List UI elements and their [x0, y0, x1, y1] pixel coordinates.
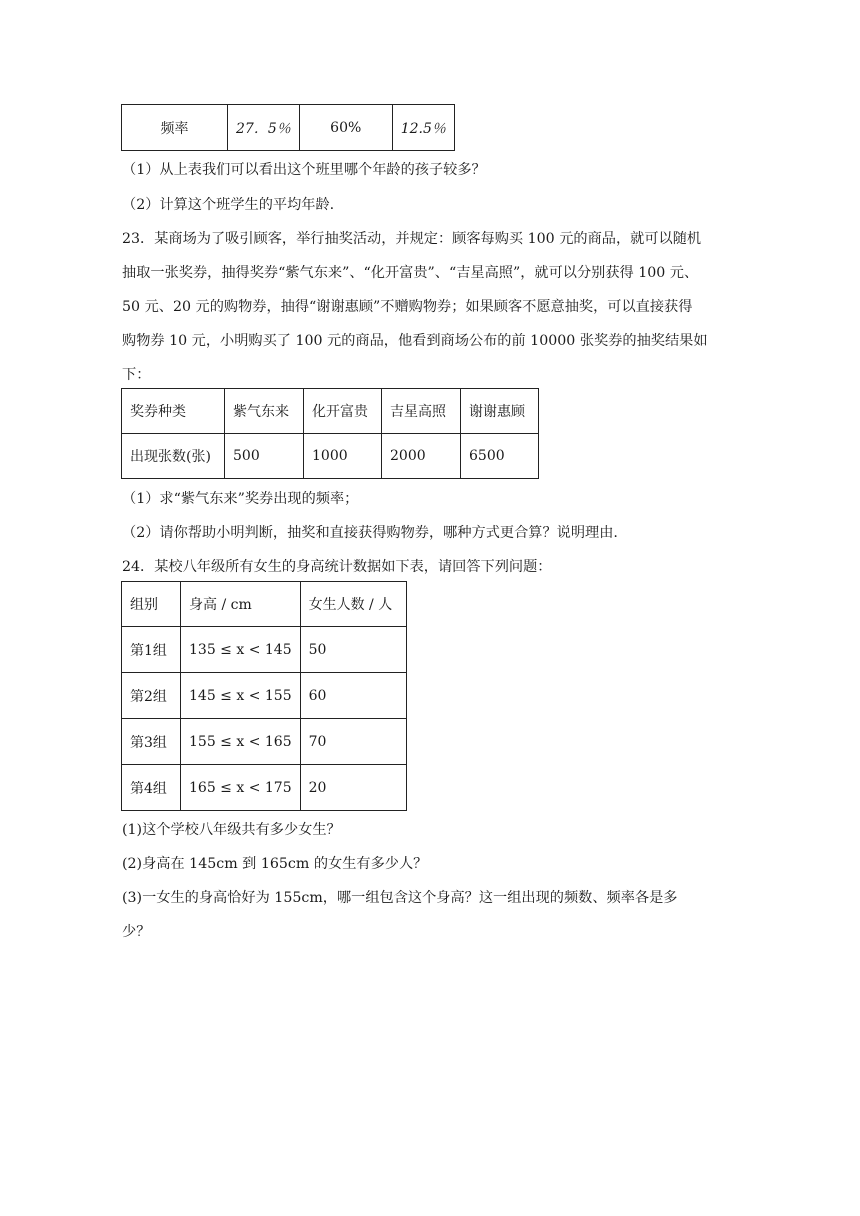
table-cell: 20	[300, 765, 406, 811]
q23-line-1: 23．某商场为了吸引顾客，举行抽奖活动，并规定：顾客每购买 100 元的商品，就可以随机	[122, 231, 702, 247]
table-cell: 第1组	[122, 627, 181, 673]
q24-part3-cont: 少？	[122, 924, 151, 940]
table-cell: 50	[300, 627, 406, 673]
table-cell: 第3组	[122, 719, 181, 765]
table-row	[122, 673, 407, 719]
table-cell: 2000	[382, 434, 461, 479]
q23-line-5: 下：	[122, 367, 151, 383]
q22-part2: （2）计算这个班学生的平均年龄.	[122, 197, 335, 213]
table-cell: 145 ≤ x < 155	[181, 673, 301, 719]
table-cell: 第2组	[122, 673, 181, 719]
table-cell: 60	[300, 673, 406, 719]
q23-line-3: 50 元、20 元的购物券，抽得“谢谢惠顾”不赠购物券；如果顾客不愿意抽奖，可以直接获得	[122, 299, 693, 315]
q24-part3: (3)一女生的身高恰好为 155cm，哪一组包含这个身高？这一组出现的频数、频率各是多	[122, 890, 678, 906]
table-cell: 第4组	[122, 765, 181, 811]
table-cell: 组别	[122, 582, 181, 627]
table-row	[122, 719, 407, 765]
table-cell: 6500	[461, 434, 539, 479]
height-table	[121, 581, 407, 811]
table-row	[122, 627, 407, 673]
table-cell: 500	[225, 434, 304, 479]
table-cell: 27．5％	[228, 105, 300, 151]
table-row	[122, 765, 407, 811]
table-cell: 谢谢惠顾	[461, 389, 539, 434]
table-row	[122, 105, 455, 151]
q24-part2: (2)身高在 145cm 到 165cm 的女生有多少人？	[122, 856, 428, 872]
q23-part2: （2）请你帮助小明判断，抽奖和直接获得购物券，哪种方式更合算？说明理由.	[122, 525, 618, 541]
coupon-table	[121, 388, 539, 479]
table-cell: 出现张数(张)	[122, 434, 225, 479]
table-row	[122, 434, 539, 479]
table-row	[122, 389, 539, 434]
table-cell: 女生人数 / 人	[300, 582, 406, 627]
table-cell: 60%	[299, 105, 392, 151]
table-cell: 12.5％	[392, 105, 454, 151]
q24-intro: 24．某校八年级所有女生的身高统计数据如下表，请回答下列问题：	[122, 559, 552, 575]
q23-line-4: 购物券 10 元，小明购买了 100 元的商品，他看到商场公布的前 10000 张奖券的抽奖结果如	[122, 333, 708, 349]
q24-part1: (1)这个学校八年级共有多少女生？	[122, 822, 341, 838]
q23-part1: （1）求“紫气东来”奖券出现的频率；	[122, 491, 359, 507]
frequency-table	[121, 104, 455, 151]
table-cell: 吉星高照	[382, 389, 461, 434]
table-cell: 165 ≤ x < 175	[181, 765, 301, 811]
table-cell: 70	[300, 719, 406, 765]
table-cell: 135 ≤ x < 145	[181, 627, 301, 673]
table-cell: 化开富贵	[304, 389, 382, 434]
table-cell: 紫气东来	[225, 389, 304, 434]
table-row	[122, 582, 407, 627]
table-cell: 频率	[122, 105, 228, 151]
table-cell: 1000	[304, 434, 382, 479]
table-cell: 155 ≤ x < 165	[181, 719, 301, 765]
q23-line-2: 抽取一张奖券，抽得奖券“紫气东来”、“化开富贵”、“吉星高照”，就可以分别获得 100 元、	[122, 265, 699, 281]
table-cell: 奖券种类	[122, 389, 225, 434]
table-cell: 身高 / cm	[181, 582, 301, 627]
q22-part1: （1）从上表我们可以看出这个班里哪个年龄的孩子较多？	[122, 162, 486, 178]
